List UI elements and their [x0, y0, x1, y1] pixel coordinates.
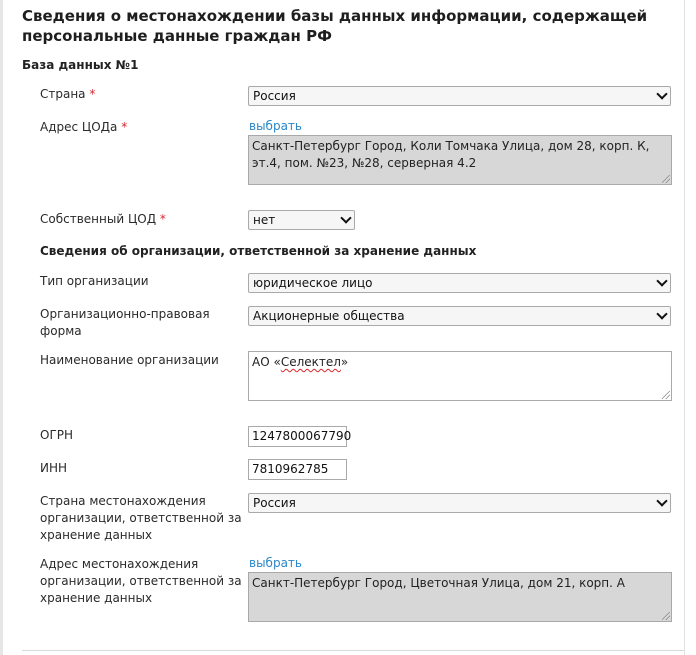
dc-address-label [40, 119, 127, 136]
org-type-select[interactable] [248, 273, 671, 293]
org-type-select-value: юридическое лицо [253, 276, 373, 290]
org-name-spellcheck-word: Селектел [280, 355, 341, 369]
org-country-select-value: Россия [253, 496, 296, 510]
legal-form-label [40, 306, 210, 340]
own-dc-select-value: нет [253, 213, 276, 227]
left-edge [0, 0, 3, 655]
database-title: База данных №1 [22, 58, 139, 72]
org-address-textarea[interactable] [248, 572, 672, 622]
ogrn-label: ОГРН [40, 428, 74, 442]
org-name-textarea[interactable] [248, 351, 672, 401]
chevron-down-icon [656, 275, 667, 286]
org-section-title: Сведения об организации, ответственной за хранение данных [40, 244, 477, 258]
org-country-select[interactable] [248, 493, 671, 513]
chevron-down-icon [340, 212, 351, 223]
legal-form-label-line1: Организационно-правовая [40, 307, 210, 321]
org-country-label [40, 493, 242, 544]
chevron-down-icon [656, 308, 667, 319]
dc-address-label-text: Адрес ЦОДа [40, 120, 118, 134]
org-address-label [40, 556, 242, 607]
divider [22, 650, 684, 651]
inn-input[interactable]: 7810962785 [248, 459, 347, 480]
required-mark: * [159, 212, 166, 226]
resize-grip-icon[interactable] [662, 175, 670, 183]
resize-grip-icon[interactable] [662, 612, 670, 620]
right-edge [684, 0, 685, 655]
org-name-suffix: » [340, 355, 349, 369]
org-type-label: Тип организации [40, 274, 149, 288]
org-address-select-link[interactable]: выбрать [249, 556, 302, 570]
country-select-value: Россия [253, 89, 296, 103]
chevron-down-icon [656, 88, 667, 99]
required-mark: * [121, 120, 128, 134]
legal-form-label-line2: форма [40, 324, 82, 338]
org-name-label: Наименование организации [40, 353, 219, 367]
legal-form-select-value: Акционерные общества [253, 309, 405, 323]
country-label [40, 86, 95, 103]
org-address-label-line1: Адрес местонахождения [40, 557, 199, 571]
own-dc-select[interactable] [248, 210, 355, 230]
dc-address-textarea[interactable] [248, 135, 672, 185]
org-country-label-line1: Страна местонахождения [40, 494, 206, 508]
own-dc-label-text: Собственный ЦОД [40, 212, 157, 226]
page-title: Сведения о местонахождении базы данных информации, содержащей персональные данные граждан РФ [22, 7, 648, 45]
resize-grip-icon[interactable] [662, 391, 670, 399]
dc-address-select-link[interactable]: выбрать [249, 119, 302, 133]
dc-address-value: Санкт-Петербург Город, Коли Томчака Улица, дом 28, корп. К, эт.4, пом. №23, №28, серверная 4.2 [252, 139, 650, 170]
ogrn-input[interactable]: 1247800067790 [248, 426, 347, 447]
country-label-text: Страна [40, 87, 86, 101]
chevron-down-icon [656, 495, 667, 506]
org-name-prefix: АО « [252, 355, 281, 369]
inn-label: ИНН [40, 461, 68, 475]
org-country-label-line3: хранение данных [40, 528, 153, 542]
own-dc-label [40, 211, 166, 228]
legal-form-select[interactable] [248, 306, 671, 326]
org-country-label-line2: организации, ответственной за [40, 511, 242, 525]
org-address-label-line2: организации, ответственной за [40, 574, 242, 588]
required-mark: * [89, 87, 96, 101]
org-address-label-line3: хранение данных [40, 591, 153, 605]
org-address-value: Санкт-Петербург Город, Цветочная Улица, дом 21, корп. А [252, 576, 625, 590]
country-select[interactable] [248, 86, 671, 106]
